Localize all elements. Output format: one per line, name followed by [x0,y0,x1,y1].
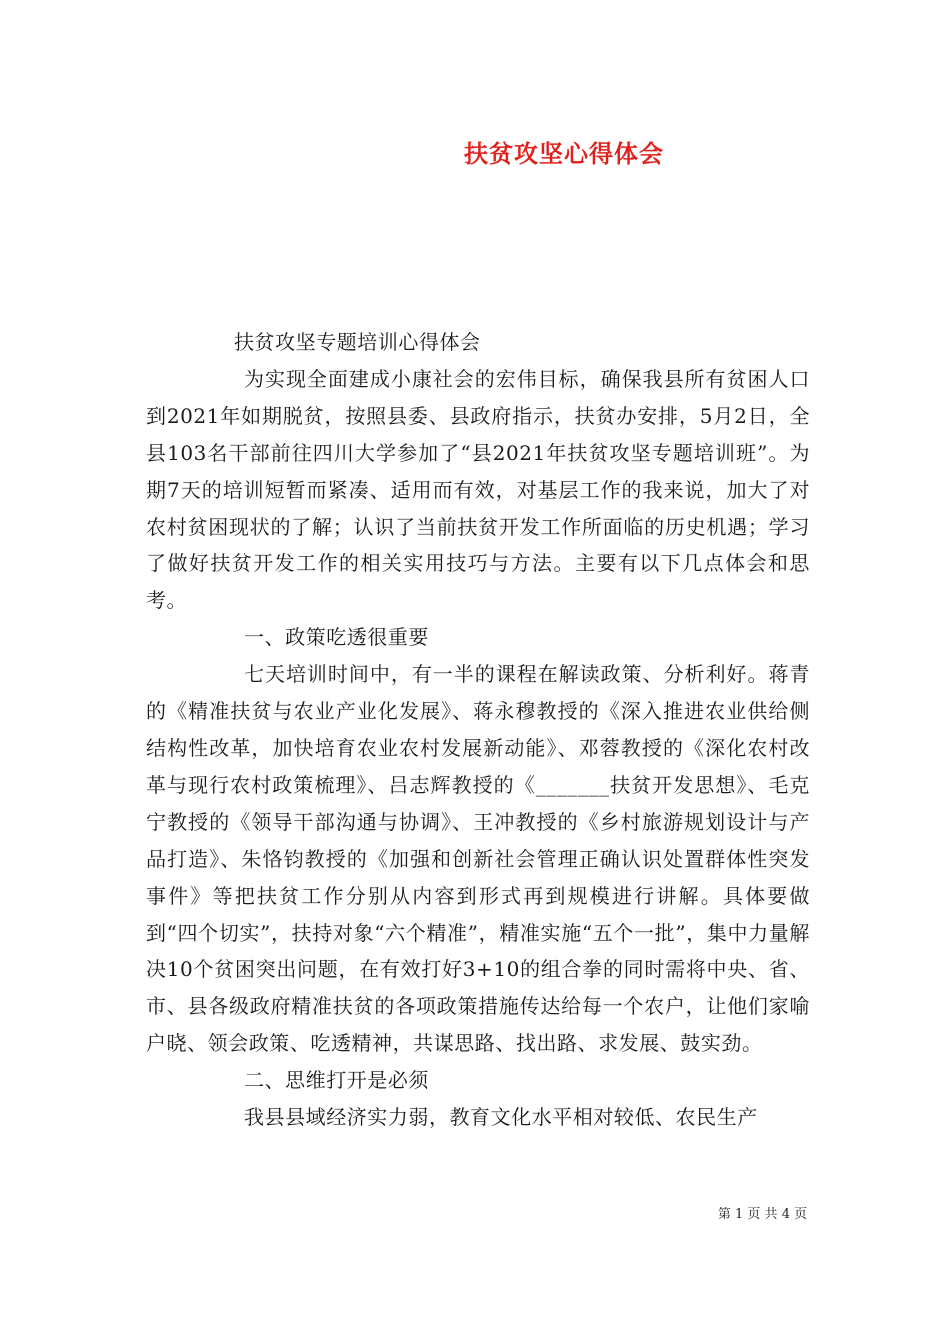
document-body [146,324,810,1136]
paragraph-policy: 七天培训时间中，有一半的课程在解读政策、分析利好。蒋青的《精准扶贫与农业产业化发展》、蒋永穆教授的《深入推进农业供给侧结构性改革，加快培育农业农村发展新动能》、邓蓉教授的《深化农村改革与现行农村政策梳理》、吕志辉教授的《_______扶贫开发思想》、毛克宁教授的《领导干部沟通与协调》、王冲教授的《乡村旅游规划设计与产品打造》、朱恪钧教授的《加强和创新社会管理正确认识处置群体性突发事件》等把扶贫工作分别从内容到形式再到规模进行讲解。具体要做到“四个切实”，扶持对象“六个精准”，精准实施“五个一批”，集中力量解决10个贫困突出问题，在有效打好3+10的组合拳的同时需将中央、省、市、县各级政府精准扶贫的各项政策措施传达给每一个农户，让他们家喻户晓、领会政策、吃透精神，共谋思路、找出路、求发展、鼓实劲。 [146,662,810,1056]
document-title: 扶贫攻坚心得体会 [464,139,664,168]
page-footer: 第 1 页 共 4 页 [717,1207,808,1222]
section-heading-thinking: 二、思维打开是必须 [244,1068,429,1093]
paragraph-thinking: 我县县域经济实力弱，教育文化水平相对较低、农民生产 [244,1105,758,1130]
document-subtitle: 扶贫攻坚专题培训心得体会 [234,330,481,354]
section-heading-policy: 一、政策吃透很重要 [244,625,429,650]
paragraph-intro: 为实现全面建成小康社会的宏伟目标，确保我县所有贫困人口到2021年如期脱贫，按照县委、县政府指示，扶贫办安排，5月2日，全县103名干部前往四川大学参加了“县2021年扶贫攻坚专题培训班”。为期7天的培训短暂而紧凑、适用而有效，对基层工作的我来说，加大了对农村贫困现状的了解；认识了当前扶贫开发工作所面临的历史机遇；学习了做好扶贫开发工作的相关实用技巧与方法。主要有以下几点体会和思考。 [146,366,810,613]
